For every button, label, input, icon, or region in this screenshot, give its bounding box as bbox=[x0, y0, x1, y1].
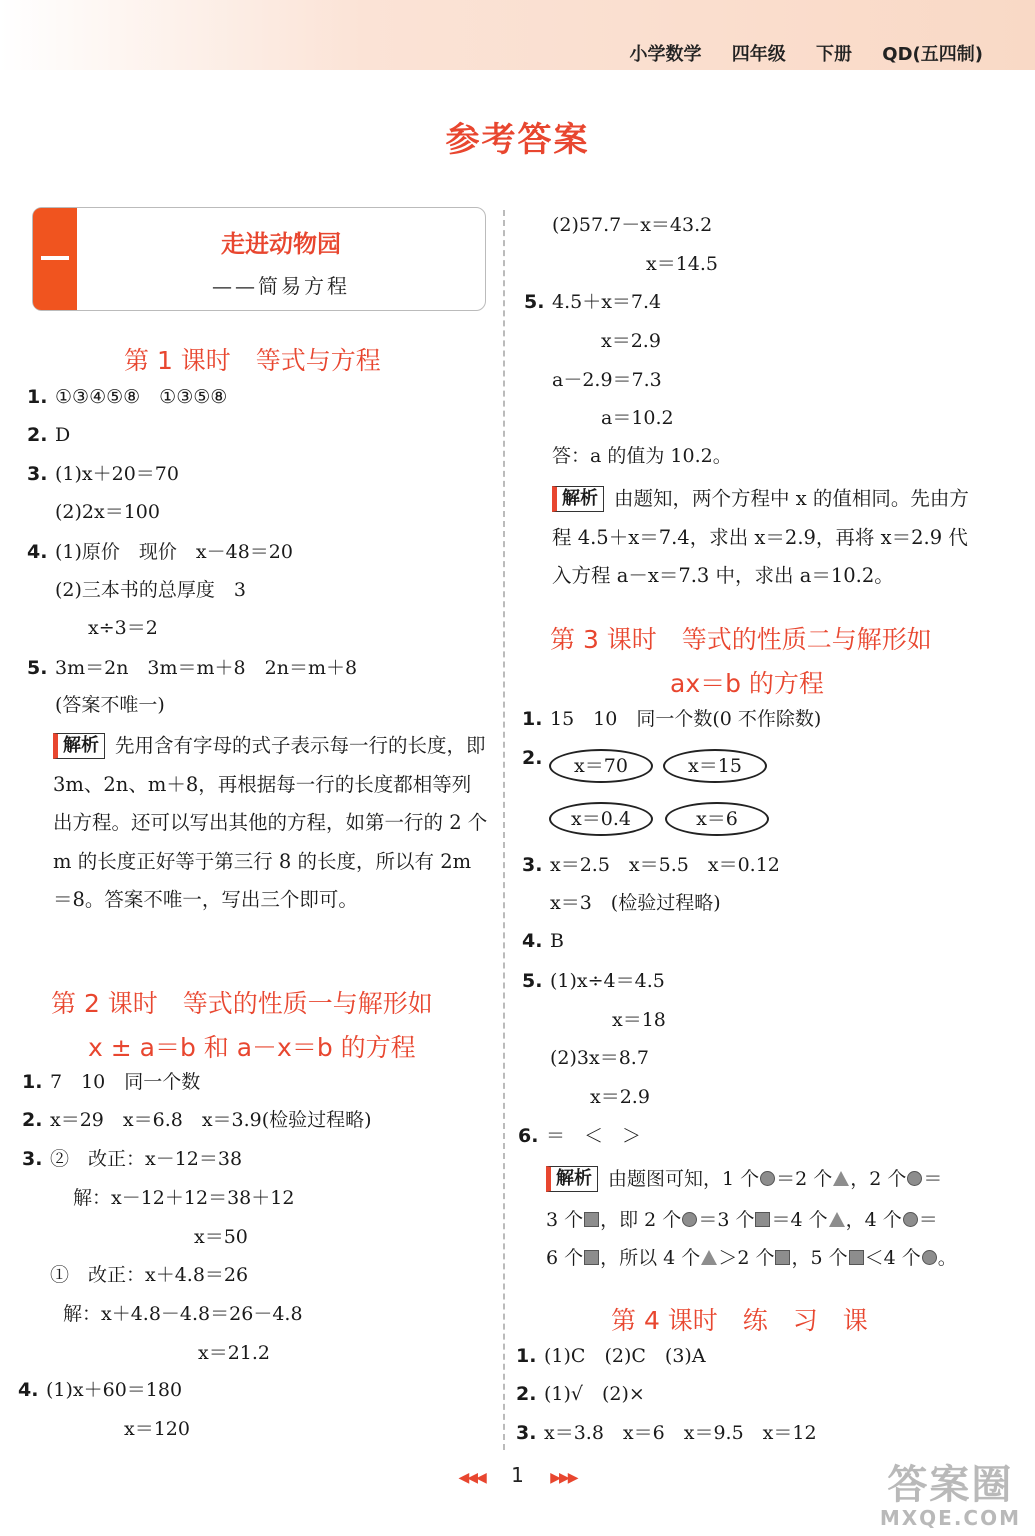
answer-text: x＝18 bbox=[612, 1009, 666, 1031]
square-icon bbox=[775, 1250, 790, 1265]
analysis-text: ，5 个 bbox=[791, 1247, 848, 1269]
q-number: 1. bbox=[27, 386, 48, 408]
q-number: 4. bbox=[522, 930, 543, 952]
triangle-icon bbox=[833, 1171, 849, 1186]
analysis-tag: 解析 bbox=[546, 1166, 598, 1192]
analysis-line bbox=[546, 1208, 938, 1232]
answer-text: a－2.9＝7.3 bbox=[552, 369, 662, 391]
q-number: 3. bbox=[516, 1422, 537, 1444]
answer-text: ＝ ＜ ＞ bbox=[546, 1125, 642, 1147]
watermark-logo bbox=[880, 1453, 1021, 1530]
answer-text: D bbox=[55, 424, 71, 446]
analysis-block bbox=[552, 480, 982, 596]
analysis-text: ，所以 4 个 bbox=[600, 1247, 701, 1269]
edition-label: QD(五四制) bbox=[882, 44, 983, 65]
section-lesson-4: 第 4 课时 练 习 课 bbox=[611, 1306, 868, 1335]
answer-text: B bbox=[550, 930, 564, 952]
answer-text: x＝3 (检验过程略) bbox=[550, 892, 721, 914]
answer-text: 解：x＋4.8－4.8＝26－4.8 bbox=[63, 1303, 303, 1325]
analysis-text: ＝3 个 bbox=[698, 1209, 755, 1231]
unit-subtitle: ——简易方程 bbox=[212, 274, 350, 298]
book-meta bbox=[611, 40, 983, 66]
analysis-line bbox=[546, 1166, 942, 1192]
answer-text: x＝120 bbox=[124, 1418, 190, 1440]
column-divider bbox=[503, 210, 505, 1450]
watermark-url: MXQE.COM bbox=[879, 1506, 1021, 1530]
section-lesson-1: 第 1 课时 等式与方程 bbox=[124, 346, 381, 375]
page-title: 参考答案 bbox=[445, 120, 590, 160]
answer-text: (2)57.7－x＝43.2 bbox=[552, 214, 713, 236]
answer-oval: x＝70 bbox=[549, 749, 653, 783]
q-number: 2. bbox=[522, 747, 543, 769]
answer-text: (2)三本书的总厚度 3 bbox=[55, 579, 247, 601]
answer-text: (1)x＋60＝180 bbox=[46, 1379, 183, 1401]
analysis-text: ，2 个 bbox=[850, 1168, 907, 1190]
q-number: 2. bbox=[22, 1109, 43, 1131]
analysis-text: ＝2 个 bbox=[776, 1168, 833, 1190]
answer-text: 4.5＋x＝7.4 bbox=[552, 291, 662, 313]
answer-text: x＝2.9 bbox=[590, 1086, 650, 1108]
answer-text: ② 改正：x－12＝38 bbox=[50, 1148, 243, 1170]
answer-text: (1)C (2)C (3)A bbox=[544, 1345, 706, 1367]
q-number: 1. bbox=[516, 1345, 537, 1367]
answer-text: 3m＝2n 3m＝m＋8 2n＝m＋8 bbox=[55, 657, 358, 679]
q-number: 5. bbox=[27, 657, 48, 679]
answer-oval: x＝15 bbox=[663, 749, 767, 783]
left-arrows-icon: ◀◀◀ bbox=[458, 1470, 485, 1486]
analysis-text: ＜4 个 bbox=[864, 1247, 921, 1269]
q-number: 1. bbox=[22, 1071, 43, 1093]
answer-text: ① 改正：x＋4.8＝26 bbox=[50, 1264, 249, 1286]
unit-tab bbox=[33, 208, 77, 310]
q-number: 6. bbox=[518, 1125, 539, 1147]
analysis-text: ＞2 个 bbox=[718, 1247, 775, 1269]
answer-oval: x＝6 bbox=[665, 802, 769, 836]
watermark-text: 答案圈 bbox=[887, 1462, 1014, 1508]
unit-number-mark bbox=[41, 256, 69, 260]
q-number: 4. bbox=[18, 1379, 39, 1401]
analysis-text: ＝4 个 bbox=[771, 1209, 828, 1231]
answer-text: x＝14.5 bbox=[646, 253, 719, 275]
analysis-text: 由题知，两个方程中 x 的值相同。先由方程 4.5＋x＝7.4，求出 x＝2.9，再将 x＝2.9 代入方程 a－x＝7.3 中，求出 a＝10.2。 bbox=[552, 487, 969, 587]
q-number: 5. bbox=[524, 291, 545, 313]
unit-title: 走进动物园 bbox=[221, 230, 341, 258]
section-lesson-2-cont: x ± a＝b 和 a－x＝b 的方程 bbox=[88, 1033, 416, 1062]
answer-oval: x＝0.4 bbox=[549, 802, 653, 836]
q-number: 3. bbox=[22, 1148, 43, 1170]
answer-text: x＝2.9 bbox=[601, 330, 661, 352]
unit-header bbox=[32, 207, 486, 311]
answer-text: 解：x－12＋12＝38＋12 bbox=[73, 1187, 295, 1209]
square-icon bbox=[584, 1250, 599, 1265]
answer-text: 答：a 的值为 10.2。 bbox=[552, 445, 732, 467]
section-lesson-2: 第 2 课时 等式的性质一与解形如 bbox=[51, 989, 433, 1018]
answer-text: (1)x＋20＝70 bbox=[55, 463, 179, 485]
subject-label: 小学数学 bbox=[629, 44, 702, 65]
analysis-text: 6 个 bbox=[546, 1247, 584, 1269]
right-arrows-icon: ▶▶▶ bbox=[550, 1470, 577, 1486]
analysis-line bbox=[546, 1246, 957, 1270]
q-number: 4. bbox=[27, 541, 48, 563]
analysis-block bbox=[53, 727, 488, 920]
answer-text: ①③④⑤⑧ ①③⑤⑧ bbox=[55, 386, 228, 408]
square-icon bbox=[849, 1250, 864, 1265]
section-lesson-3-cont: ax＝b 的方程 bbox=[670, 669, 824, 698]
analysis-tag: 解析 bbox=[552, 486, 604, 512]
answer-text: (2)2x＝100 bbox=[55, 501, 160, 523]
circle-icon bbox=[903, 1212, 918, 1227]
q-number: 2. bbox=[516, 1383, 537, 1405]
grade-label: 四年级 bbox=[731, 44, 786, 65]
analysis-text: ＝ bbox=[923, 1168, 943, 1190]
triangle-icon bbox=[701, 1250, 717, 1265]
analysis-text: 3 个 bbox=[546, 1209, 584, 1231]
q-number: 5. bbox=[522, 970, 543, 992]
answer-text: x＝50 bbox=[194, 1226, 248, 1248]
circle-icon bbox=[760, 1171, 775, 1186]
page-number: 1 bbox=[511, 1463, 524, 1487]
volume-label: 下册 bbox=[816, 44, 853, 65]
analysis-text: 由题图可知，1 个 bbox=[608, 1168, 760, 1190]
circle-icon bbox=[682, 1212, 697, 1227]
square-icon bbox=[584, 1212, 599, 1227]
answer-text: 15 10 同一个数(0 不作除数) bbox=[550, 708, 822, 730]
square-icon bbox=[755, 1212, 770, 1227]
circle-icon bbox=[907, 1171, 922, 1186]
answer-text: 7 10 同一个数 bbox=[50, 1071, 201, 1093]
answer-text: x＝3.8 x＝6 x＝9.5 x＝12 bbox=[544, 1422, 817, 1444]
analysis-text: 。 bbox=[937, 1247, 957, 1269]
analysis-text: ＝ bbox=[918, 1209, 938, 1231]
q-number: 2. bbox=[27, 424, 48, 446]
answer-text: (1)x÷4＝4.5 bbox=[550, 970, 665, 992]
answer-text: (1)原价 现价 x－48＝20 bbox=[55, 541, 293, 563]
analysis-text: ，4 个 bbox=[845, 1209, 902, 1231]
answer-text: (2)3x＝8.7 bbox=[550, 1047, 649, 1069]
answer-text: a＝10.2 bbox=[601, 407, 674, 429]
circle-icon bbox=[922, 1250, 937, 1265]
q-number: 3. bbox=[27, 463, 48, 485]
answer-text: x＝21.2 bbox=[198, 1342, 271, 1364]
answer-text: (1)√ (2)× bbox=[544, 1383, 645, 1405]
analysis-text: 先用含有字母的式子表示每一行的长度，即 3m、2n、m＋8，再根据每一行的长度都相等列出方程。还可以写出其他的方程，如第一行的 2 个 m 的长度正好等于第三行 8 的长度，所以有 2m＝8。答案不唯一，写出三个即可。 bbox=[53, 734, 488, 911]
analysis-tag: 解析 bbox=[53, 733, 105, 759]
q-number: 3. bbox=[522, 854, 543, 876]
analysis-text: ，即 2 个 bbox=[600, 1209, 682, 1231]
triangle-icon bbox=[829, 1212, 845, 1227]
answer-text: x÷3＝2 bbox=[88, 617, 158, 639]
answer-text: x＝2.5 x＝5.5 x＝0.12 bbox=[550, 854, 780, 876]
answer-text: x＝29 x＝6.8 x＝3.9(检验过程略) bbox=[50, 1109, 372, 1131]
section-lesson-3: 第 3 课时 等式的性质二与解形如 bbox=[550, 625, 932, 654]
q-number: 1. bbox=[522, 708, 543, 730]
answer-text: (答案不唯一) bbox=[55, 694, 165, 716]
